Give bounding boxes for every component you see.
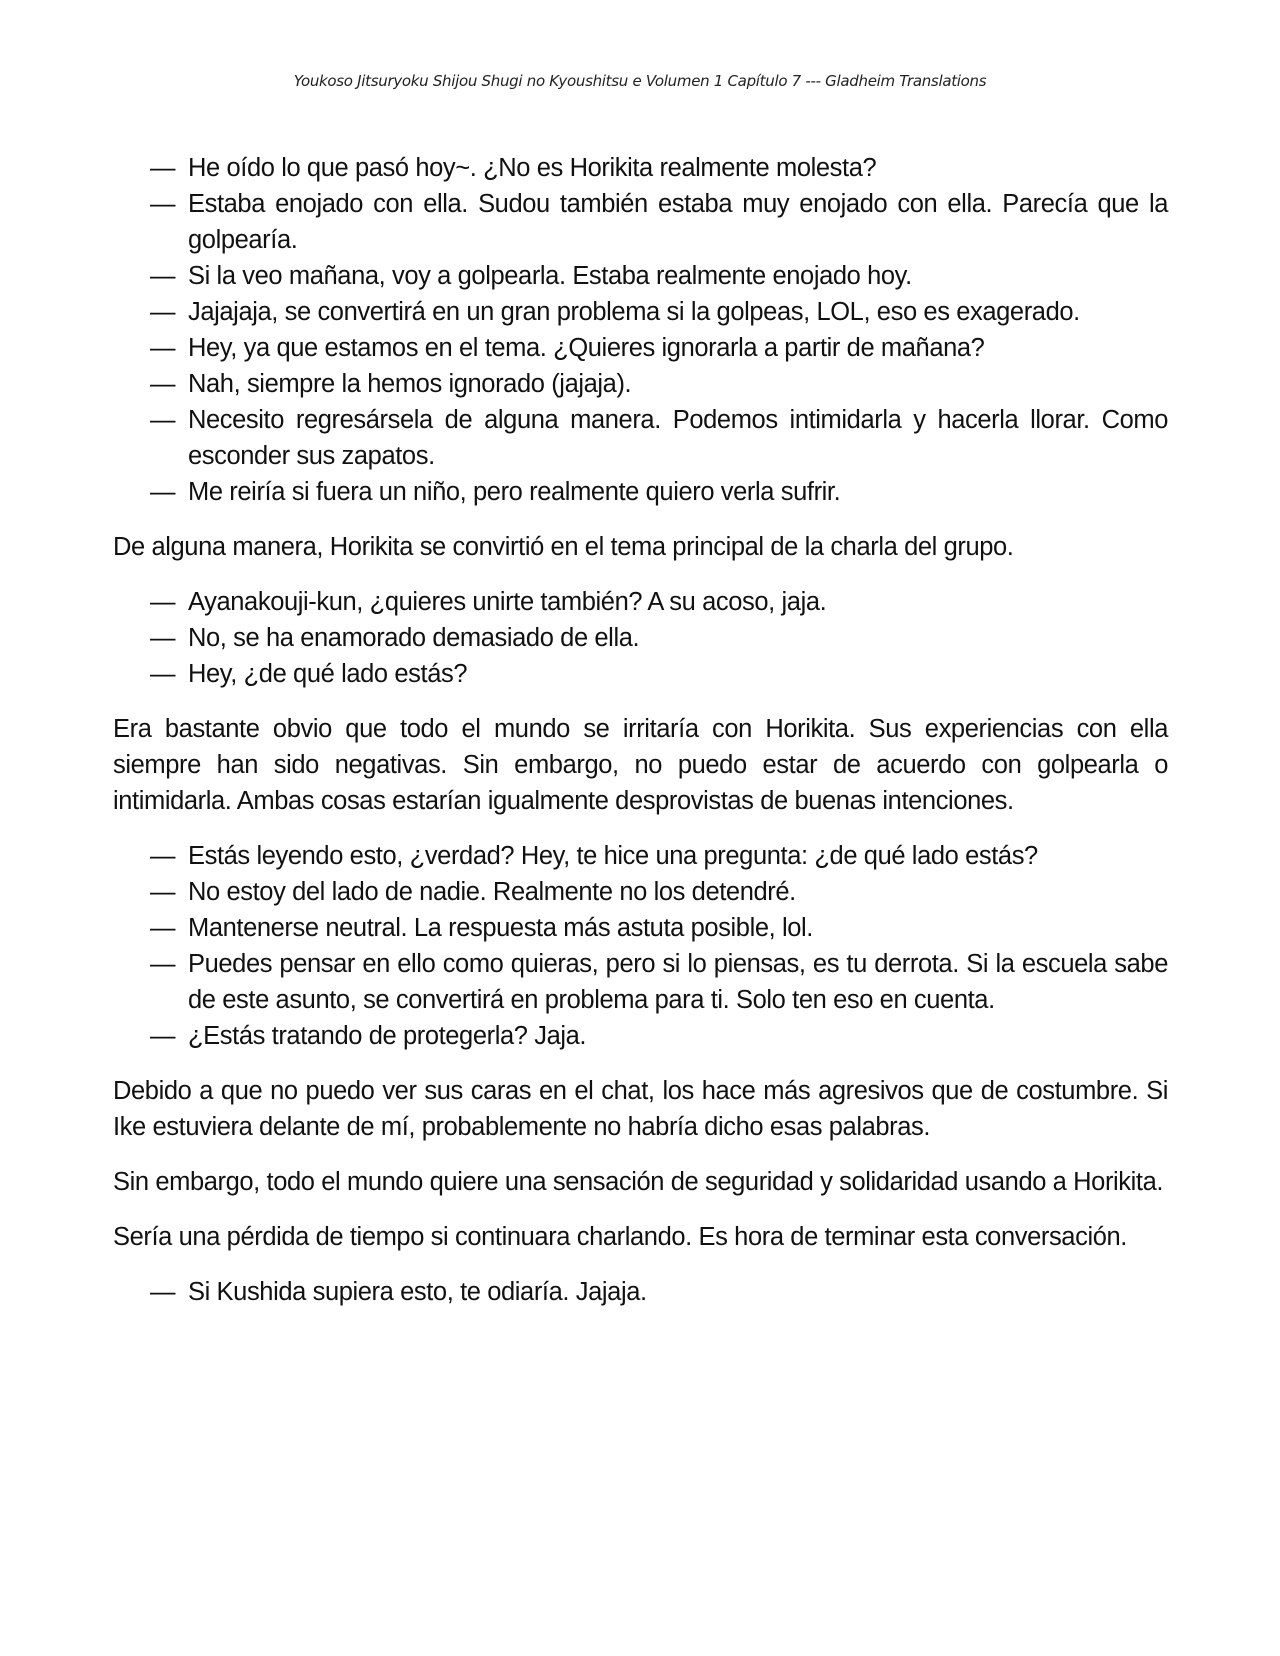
dash-icon: — bbox=[150, 914, 176, 942]
dash-icon: — bbox=[150, 190, 176, 218]
dialog-text: Jajajaja, se convertirá en un gran problema si la golpeas, LOL, eso es exagerado. bbox=[188, 298, 1080, 326]
dialog-line bbox=[150, 186, 1168, 258]
dash-icon: — bbox=[150, 950, 176, 978]
dash-icon: — bbox=[150, 406, 176, 434]
dialog-text: Mantenerse neutral. La respuesta más astuta posible, lol. bbox=[188, 914, 813, 942]
page-header: Youkoso Jitsuryoku Shijou Shugi no Kyoushitsu e Volumen 1 Capítulo 7 --- Gladheim Translations bbox=[293, 72, 987, 90]
dialog-line bbox=[150, 946, 1168, 1018]
dialog-text: Si la veo mañana, voy a golpearla. Estaba realmente enojado hoy. bbox=[188, 262, 912, 290]
dash-icon: — bbox=[150, 154, 176, 182]
dialog-text: Nah, siempre la hemos ignorado (jajaja). bbox=[188, 370, 632, 398]
dialog-line bbox=[150, 910, 1168, 946]
dialog-line bbox=[150, 402, 1168, 474]
dialog-line bbox=[150, 1018, 1168, 1054]
dialog-line bbox=[150, 1274, 1168, 1310]
dialog-line bbox=[150, 294, 1168, 330]
dash-icon: — bbox=[150, 588, 176, 616]
dialog-text: Me reiría si fuera un niño, pero realmente quiero verla sufrir. bbox=[188, 478, 841, 506]
dialog-line bbox=[150, 150, 1168, 186]
dialog-text: Necesito regresársela de alguna manera. Podemos intimidarla y hacerla llorar. Como esconder sus zapatos. bbox=[188, 406, 1168, 470]
dialog-text: Puedes pensar en ello como quieras, pero si lo piensas, es tu derrota. Si la escuela sabe de este asunto, se convertirá en problema para ti. Solo ten eso en cuenta. bbox=[188, 950, 1168, 1014]
narration-paragraph: Sería una pérdida de tiempo si continuara charlando. Es hora de terminar esta conversación. bbox=[113, 1223, 1127, 1251]
dialog-line bbox=[150, 474, 1168, 510]
dash-icon: — bbox=[150, 298, 176, 326]
dialog-text: No, se ha enamorado demasiado de ella. bbox=[188, 624, 640, 652]
dialog-text: ¿Estás tratando de protegerla? Jaja. bbox=[188, 1022, 587, 1050]
dialog-line bbox=[150, 330, 1168, 366]
dialog-line bbox=[150, 656, 1168, 692]
dash-icon: — bbox=[150, 842, 176, 870]
narration-paragraph: Sin embargo, todo el mundo quiere una sensación de seguridad y solidaridad usando a Horikita. bbox=[113, 1168, 1164, 1196]
dialog-line bbox=[150, 366, 1168, 402]
dash-icon: — bbox=[150, 370, 176, 398]
document-body bbox=[113, 150, 1168, 1310]
dash-icon: — bbox=[150, 262, 176, 290]
dash-icon: — bbox=[150, 1022, 176, 1050]
narration-paragraph: De alguna manera, Horikita se convirtió en el tema principal de la charla del grupo. bbox=[113, 533, 1014, 561]
dialog-list-1 bbox=[113, 150, 1168, 510]
dash-icon: — bbox=[150, 334, 176, 362]
dialog-text: No estoy del lado de nadie. Realmente no los detendré. bbox=[188, 878, 796, 906]
dialog-list-2 bbox=[113, 584, 1168, 692]
dialog-line bbox=[150, 584, 1168, 620]
dash-icon: — bbox=[150, 878, 176, 906]
dialog-text: Si Kushida supiera esto, te odiaría. Jajaja. bbox=[188, 1278, 647, 1306]
dialog-text: Estaba enojado con ella. Sudou también estaba muy enojado con ella. Parecía que la golpearía. bbox=[188, 190, 1168, 254]
dash-icon: — bbox=[150, 1278, 176, 1306]
dialog-line bbox=[150, 874, 1168, 910]
dialog-text: Hey, ¿de qué lado estás? bbox=[188, 660, 468, 688]
dialog-text: He oído lo que pasó hoy~. ¿No es Horikita realmente molesta? bbox=[188, 154, 877, 182]
narration-paragraph: Debido a que no puedo ver sus caras en el chat, los hace más agresivos que de costumbre. Si Ike estuviera delante de mí, probablemente no habría dicho esas palabras. bbox=[113, 1077, 1168, 1141]
dialog-line bbox=[150, 838, 1168, 874]
dialog-line bbox=[150, 258, 1168, 294]
dialog-list-3 bbox=[113, 838, 1168, 1054]
dialog-line bbox=[150, 620, 1168, 656]
narration-paragraph: Era bastante obvio que todo el mundo se irritaría con Horikita. Sus experiencias con ella siempre han sido negativas. Sin embargo, no puedo estar de acuerdo con golpearla o intimidarla. Ambas cosas estarían igualmente desprovistas de buenas intenciones. bbox=[113, 715, 1168, 815]
dash-icon: — bbox=[150, 478, 176, 506]
dialog-text: Hey, ya que estamos en el tema. ¿Quieres ignorarla a partir de mañana? bbox=[188, 334, 985, 362]
dialog-list-4 bbox=[113, 1274, 1168, 1310]
dash-icon: — bbox=[150, 660, 176, 688]
dialog-text: Ayanakouji-kun, ¿quieres unirte también? A su acoso, jaja. bbox=[188, 588, 827, 616]
dialog-text: Estás leyendo esto, ¿verdad? Hey, te hice una pregunta: ¿de qué lado estás? bbox=[188, 842, 1038, 870]
dash-icon: — bbox=[150, 624, 176, 652]
